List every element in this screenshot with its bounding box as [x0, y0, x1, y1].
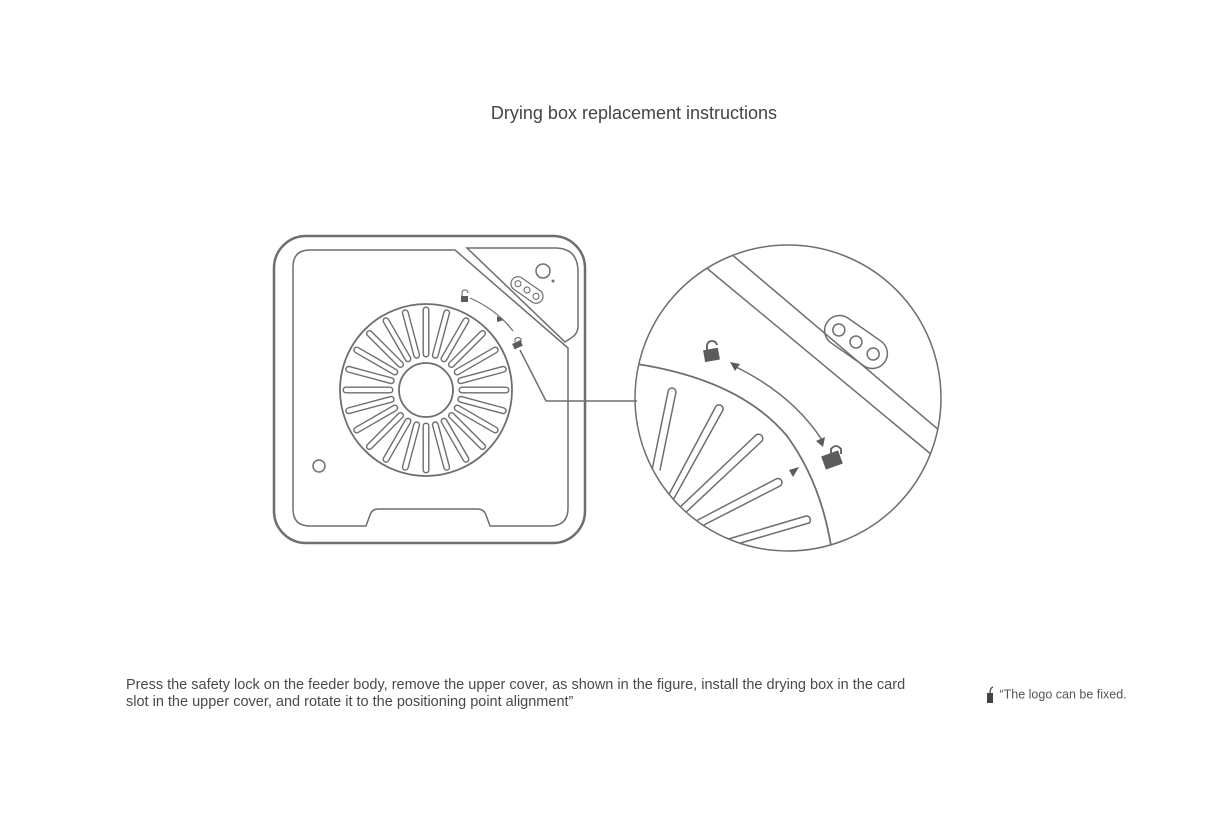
rotation-arc [470, 298, 513, 331]
rotation-arc-zoom [734, 366, 822, 440]
feeder-outer-shell [274, 236, 585, 543]
drying-box-hub [399, 363, 453, 417]
lock-icon [986, 686, 996, 704]
zoom-detail [635, 245, 953, 552]
drying-box-slots-zoom [652, 388, 810, 547]
positioning-arrow-icon [789, 467, 799, 477]
logo-note-text: “The logo can be fixed. [999, 687, 1127, 702]
drying-box-slots [343, 307, 509, 473]
slot [346, 397, 394, 414]
slot [458, 366, 506, 383]
unlock-icon-zoom [703, 341, 720, 362]
lock-icon [512, 338, 523, 350]
leader-line [520, 350, 637, 401]
feeder-top-view [274, 236, 637, 543]
page-title: Drying box replacement instructions [490, 103, 778, 123]
power-button [536, 264, 550, 278]
slot [423, 307, 429, 357]
slot [343, 387, 393, 393]
slot [433, 422, 450, 470]
slot [433, 310, 450, 358]
logo-note [986, 686, 1186, 704]
button-strip-zoom [819, 310, 894, 375]
arrow-left-icon [730, 362, 740, 371]
zoom-frame [635, 245, 941, 551]
drying-box-outer [340, 304, 512, 476]
slot [458, 397, 506, 414]
slot [402, 310, 419, 358]
lock-icon-zoom [821, 446, 843, 470]
drying-box-edge-zoom [637, 364, 832, 552]
screw-hole [313, 460, 325, 472]
slot [402, 422, 419, 470]
slot [459, 387, 509, 393]
feeder-inner-panel [293, 250, 568, 526]
slot [423, 423, 429, 473]
instruction-caption: Press the safety lock on the feeder body, remove the upper cover, as shown in the figure, install the drying box in the card slot in the upper cover, and rotate it to the positioning point alignment” [126, 677, 906, 710]
slot [346, 366, 394, 383]
unlock-icon [461, 290, 468, 302]
panel-edge-1 [703, 265, 938, 460]
indicator-dot [552, 280, 555, 283]
